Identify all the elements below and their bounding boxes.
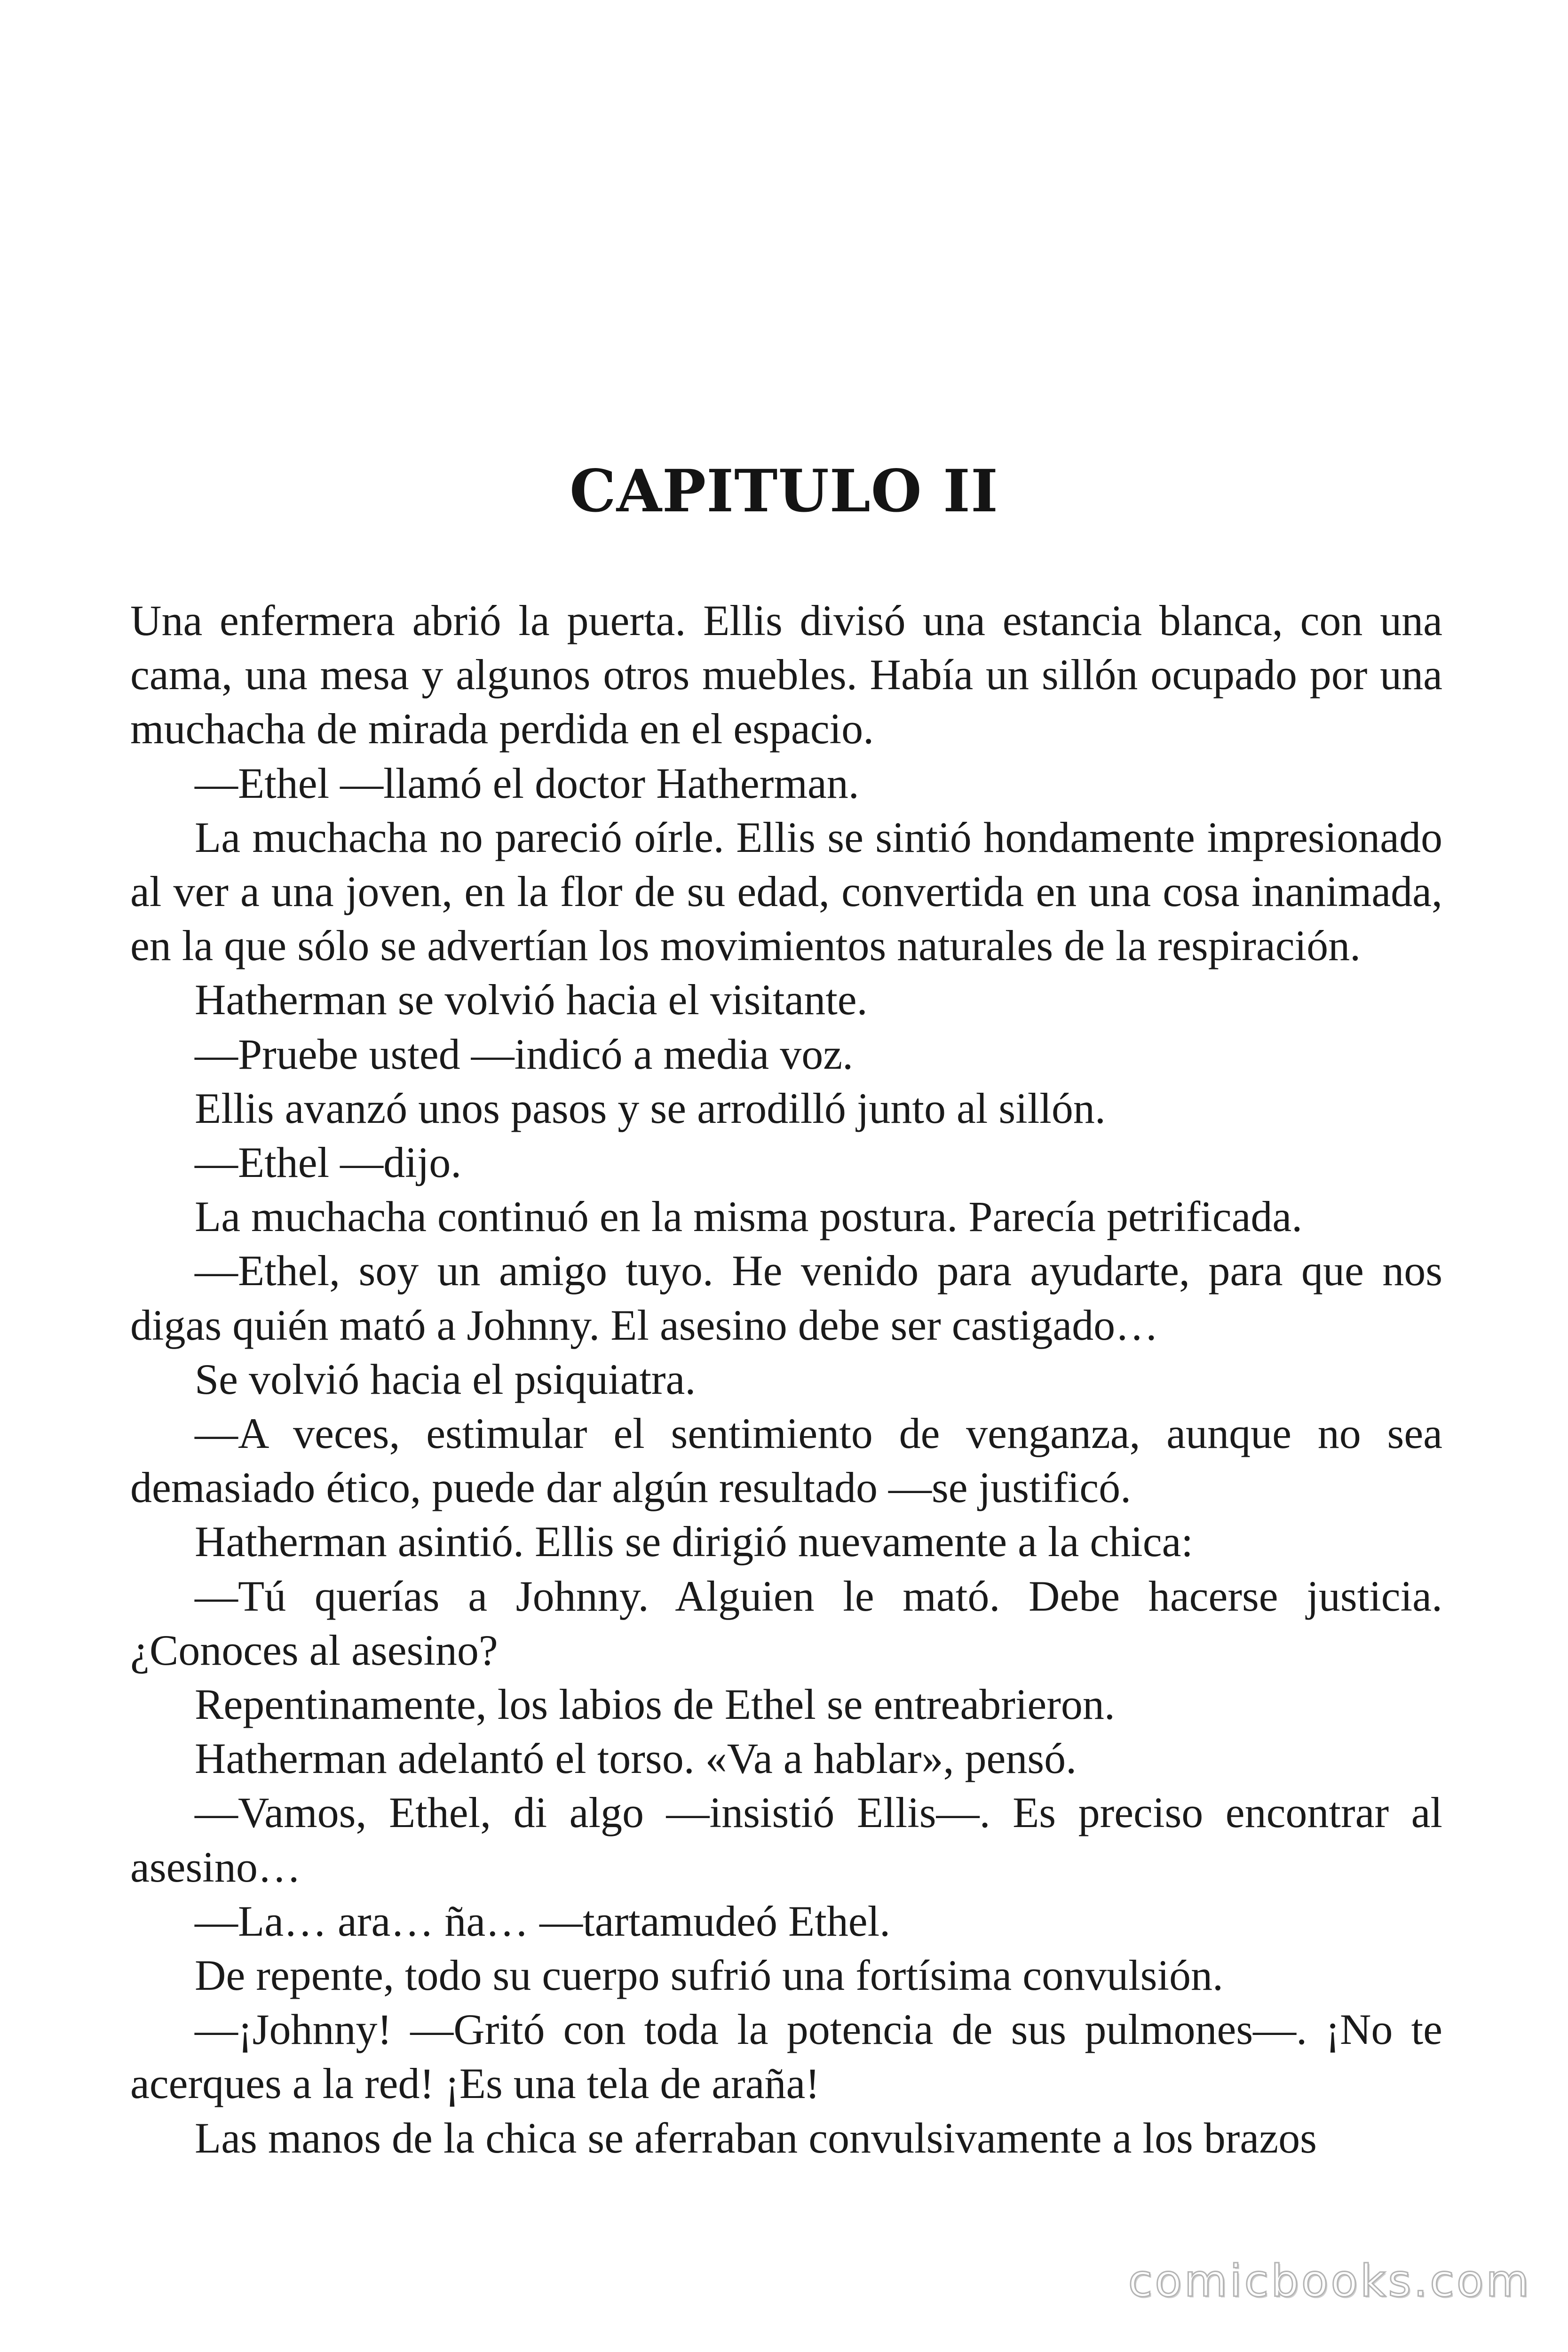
paragraph: Ellis avanzó unos pasos y se arrodilló junto al sillón. bbox=[195, 1084, 1106, 1132]
paragraph: Hatherman asintió. Ellis se dirigió nuevamente a la chica: bbox=[195, 1518, 1193, 1566]
paragraph: De repente, todo su cuerpo sufrió una fortísima convulsión. bbox=[195, 1951, 1224, 2000]
paragraph: —Ethel —llamó el doctor Hatherman. bbox=[195, 759, 859, 807]
paragraph: —La… ara… ña… —tartamudeó Ethel. bbox=[195, 1897, 891, 1945]
paragraph: Hatherman adelantó el torso. «Va a hablar», pensó. bbox=[195, 1734, 1077, 1783]
body-text bbox=[130, 594, 1442, 2165]
paragraph: Repentinamente, los labios de Ethel se entreabrieron. bbox=[195, 1680, 1115, 1729]
watermark: comicbooks.com bbox=[1128, 2256, 1531, 2307]
paragraph: —Ethel, soy un amigo tuyo. He venido para ayudarte, para que nos digas quién mató a Johnny. El asesino debe ser castigado… bbox=[130, 1247, 1442, 1349]
paragraph: —Ethel —dijo. bbox=[195, 1138, 462, 1187]
paragraph: —Tú querías a Johnny. Alguien le mató. Debe hacerse justicia. ¿Conoces al asesino? bbox=[130, 1572, 1442, 1674]
paragraph: Una enfermera abrió la puerta. Ellis divisó una estancia blanca, con una cama, una mesa y algunos otros muebles. Había un sillón ocupado por una muchacha de mirada perdida en el espacio. bbox=[130, 596, 1442, 753]
paragraph: La muchacha no pareció oírle. Ellis se sintió hondamente impresionado al ver a una joven, en la flor de su edad, convertida en una cosa inanimada, en la que sólo se advertían los movimientos naturales de la respiración. bbox=[130, 813, 1442, 970]
paragraph: Se volvió hacia el psiquiatra. bbox=[195, 1355, 696, 1403]
paragraph: Las manos de la chica se aferraban convulsivamente a los brazos bbox=[195, 2114, 1317, 2162]
paragraph: —Vamos, Ethel, di algo —insistió Ellis—. Es preciso encontrar al asesino… bbox=[130, 1788, 1442, 1891]
paragraph: —A veces, estimular el sentimiento de venganza, aunque no sea demasiado ético, puede dar algún resultado —se justificó. bbox=[130, 1409, 1442, 1512]
chapter-title: CAPITULO II bbox=[570, 457, 998, 525]
paragraph: La muchacha continuó en la misma postura. Parecía petrificada. bbox=[195, 1192, 1303, 1241]
paragraph: —Pruebe usted —indicó a media voz. bbox=[195, 1030, 854, 1078]
paragraph: Hatherman se volvió hacia el visitante. bbox=[195, 976, 868, 1024]
paragraph: —¡Johnny! —Gritó con toda la potencia de sus pulmones—. ¡No te acerques a la red! ¡Es una tela de araña! bbox=[130, 2005, 1442, 2108]
